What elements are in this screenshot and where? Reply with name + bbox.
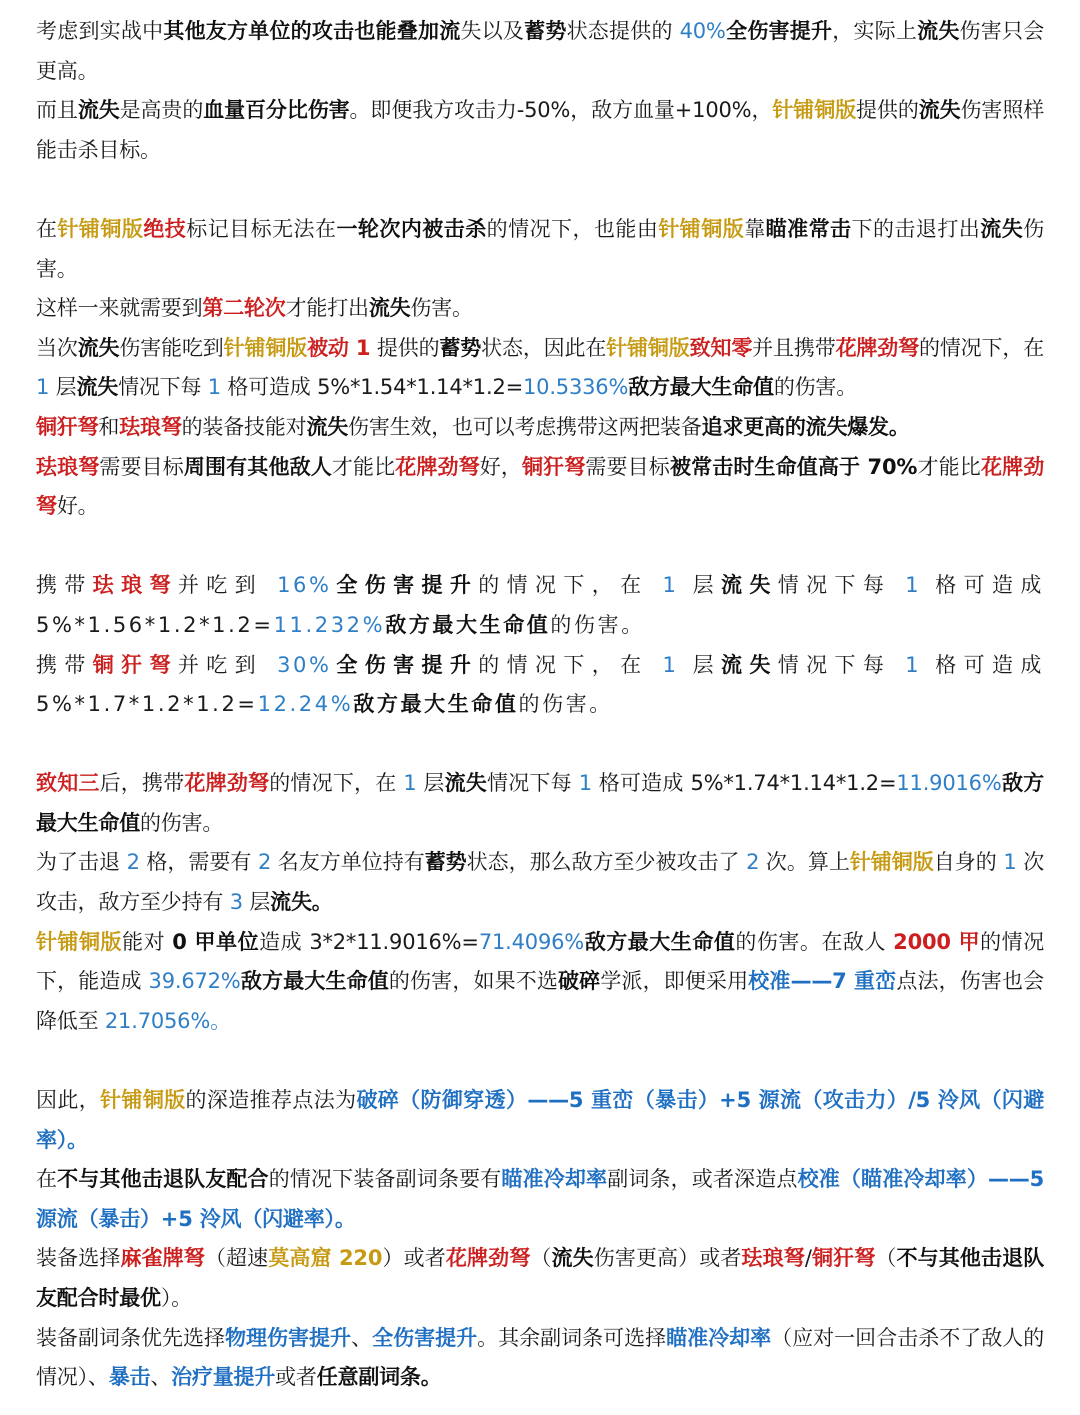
text-run: 的情况下，也能由 [486,216,659,241]
text-run: 伤害。 [36,216,1044,281]
highlight-text: 蓄势 [439,335,482,360]
paragraph [36,210,1044,289]
highlight-text: 流失 [918,98,961,123]
highlight-text: 铜犴弩 [811,1246,876,1271]
highlight-text: 物理伤害提升 [225,1325,352,1350]
text-run: / [804,1246,812,1271]
highlight-text: 铜犴弩 [36,414,99,439]
highlight-text: 1 [36,375,50,400]
text-run: 是高贵的 [119,98,204,123]
highlight-text: 1 [403,771,417,796]
highlight-text: 流失 [368,296,411,321]
text-run: 考虑到实战中 [36,19,164,43]
paragraph [36,1319,1044,1398]
text-run: 标记目标无法在 [186,216,337,241]
text-run: 并吃到 [177,573,278,598]
text-run: 、 [150,1365,172,1390]
highlight-text: 11.9016% [896,771,1002,796]
highlight-text: 全伤害提升 [725,19,833,43]
highlight-text: 全伤害提升 [372,1325,478,1350]
text-run: 层 [49,375,77,400]
highlight-text: 针铺铜版 [100,1088,186,1113]
highlight-text: 1 [905,652,922,677]
highlight-text: 1 [905,573,922,598]
highlight-text: 针铺铜版 [223,335,308,360]
text-run: 的情况下，在 [478,573,663,598]
highlight-text: 敌方最大生命值 [385,612,551,637]
text-run: 伤害。 [410,296,473,321]
highlight-text: 流失 [306,414,349,439]
text-run: 失以及 [460,19,525,43]
highlight-text: 敌方最大生命值 [628,375,774,400]
text-run: 或者 [275,1365,317,1390]
highlight-text: 瞄准常击 [765,216,852,241]
text-run: 的伤害。在敌人 [735,929,894,954]
text-run: 的伤害。 [550,612,645,637]
text-run: 在 [36,216,58,241]
text-run: 的情况下，在 [478,652,663,677]
text-run: 伤害只会更高。 [36,19,1045,83]
text-run: 当次 [36,335,78,360]
highlight-text: 铜犴弩 [92,652,178,677]
text-run: 能对 [122,929,173,954]
highlight-text: 2 [257,850,272,875]
paragraph-spacer [36,170,1044,210]
text-run: 的情况下，能造成 [36,929,1045,994]
highlight-text: 敌方最大生命值 [584,929,736,954]
highlight-text: 蓄势 [424,850,467,875]
text-run: 。即便我方攻击力-50%，敌方血量+100%， [349,98,773,123]
text-run: 的伤害。 [140,810,224,835]
highlight-text: 花牌劲弩 [184,771,270,796]
highlight-text: 流失 [551,1246,594,1271]
highlight-text: 流失 [720,573,778,598]
text-run: 造成 3*2*11.9016%= [259,929,479,954]
text-run: 好。 [56,494,99,519]
text-run: 次。算上 [759,850,850,875]
text-run: 的深造推荐点法为 [185,1088,357,1113]
highlight-text: 0 甲单位 [172,929,260,954]
highlight-text: 针铺铜版 [772,98,857,123]
text-run: 因此， [36,1088,101,1113]
paragraph [36,12,1044,91]
text-run: 需要目标 [585,454,670,479]
highlight-text: 16% [277,573,332,598]
text-run: 名友方单位持有 [271,850,425,875]
text-run: 装备副词条优先选择 [36,1325,226,1350]
highlight-text: 1 [662,652,679,677]
text-run: 层 [242,890,271,915]
highlight-text: 任意副词条。 [316,1365,442,1390]
highlight-text: 被动 1 [307,335,371,360]
text-run: 在 [36,1167,58,1192]
text-run: 携带 [36,573,93,598]
highlight-text: 周围有其他敌人 [183,454,332,479]
text-run: 伤害能吃到 [119,335,224,360]
highlight-text: 针铺铜版 [849,850,934,875]
text-run: 伤害更高）或者 [593,1246,742,1271]
text-run: 的伤害，如果不选 [388,969,559,994]
paragraph [36,91,1044,170]
paragraph [36,923,1044,1042]
text-run: 携带 [36,652,93,677]
highlight-text: 其他友方单位的攻击也能叠加流 [163,19,461,43]
highlight-text: 流失 [444,771,487,796]
text-run: 才能比 [331,454,396,479]
highlight-text: 致知三 [36,771,100,796]
paragraph [36,1081,1044,1160]
highlight-text: 追求更高的流失爆发。 [701,414,910,439]
paragraph [36,764,1044,843]
text-run: 学派，即便采用 [600,969,749,994]
text-run: 的装备技能对 [181,414,307,439]
highlight-text: 一轮次内被击杀 [336,216,487,241]
paragraph [36,408,1044,448]
highlight-text: 花牌劲弩 [395,454,480,479]
text-run: （ [875,1246,897,1271]
text-run: ）或者 [382,1246,446,1271]
highlight-text: 流失 [720,652,778,677]
text-run: 为了击退 [36,850,127,875]
highlight-text: 敌方最大生命值 [353,692,519,717]
text-run: 情况下每 [118,375,208,400]
highlight-text: 珐琅弩 [119,414,182,439]
highlight-text: 珐琅弩 [36,454,100,479]
paragraph-spacer [36,527,1044,567]
text-run: 这样一来就需要到 [36,296,203,321]
highlight-text: 敌方最大生命值 [36,771,1044,835]
text-run: 并且携带 [752,335,836,360]
text-run: 后，携带 [99,771,185,796]
highlight-text: 针铺铜版 [606,335,690,360]
highlight-text: 39.672% [148,969,241,994]
text-run: 格可造成 5%*1.54*1.14*1.2= [220,375,523,400]
highlight-text: 瞄准冷却率 [666,1325,772,1350]
text-run: 提供的 [370,335,440,360]
highlight-text: 治疗量提升 [171,1365,276,1390]
text-run: 和 [98,414,120,439]
highlight-text: 不与其他击退队友配合时最优 [36,1246,1045,1310]
highlight-text: 珐琅弩 [741,1246,805,1271]
highlight-text: 全伤害提升 [331,652,479,677]
highlight-text: 71.4096% [478,929,585,954]
text-run: （超速 [204,1246,269,1271]
text-run: 点法，伤害也会降低至 [36,969,1044,1033]
highlight-text: 花牌劲弩 [835,335,919,360]
text-run: ，实际上 [832,19,918,43]
highlight-text: 流失。 [270,890,333,915]
paragraph [36,448,1044,527]
paragraph [36,1160,1044,1239]
paragraph-spacer [36,725,1044,765]
text-run: 下的击退打出 [851,216,981,241]
highlight-text: 1 [578,771,592,796]
highlight-text: 破碎 [558,969,601,994]
highlight-text: 敌方最大生命值 [240,969,389,994]
highlight-text: 校准——7 重峦 [748,969,897,994]
highlight-text: 校准（瞄准冷却率）——5 源流（暴击）+5 泠风（闪避率）。 [36,1167,1044,1231]
text-run: 状态，因此在 [481,335,607,360]
highlight-text: 2 [126,850,140,875]
text-run: 格可造成 5%*1.74*1.14*1.2= [591,771,897,796]
text-run: 状态，那么敌方至少被攻击了 [466,850,747,875]
text-run: 格可造成 5%*1.7*1.2*1.2= [36,652,1045,717]
highlight-text: 流失 [917,19,960,43]
text-run: 层 [416,771,445,796]
highlight-text: 2 [746,850,760,875]
highlight-text: 暴击 [108,1365,151,1390]
text-run: 状态提供的 [566,19,680,43]
paragraph [36,843,1044,922]
text-run: 的情况下装备副词条要有 [268,1167,502,1192]
highlight-text: 不与其他击退队友配合 [57,1167,269,1192]
text-run: 副词条，或者深造点 [607,1167,798,1192]
text-run: 的情况下，在 [269,771,404,796]
text-run: 伤害照样能击杀目标。 [36,98,1045,162]
text-run: 并吃到 [177,652,278,677]
highlight-text: 花牌劲弩 [36,454,1044,519]
highlight-text: 流失 [980,216,1024,241]
highlight-text: 流失 [77,98,120,123]
highlight-text: 破碎（防御穿透）——5 重峦（暴击）+5 源流（攻击力）/5 泠风（闪避率）。 [36,1088,1044,1152]
paragraph-spacer [36,1041,1044,1081]
text-run: 格可造成 5%*1.56*1.2*1.2= [36,573,1045,637]
paragraph [36,1239,1044,1318]
highlight-text: 被常击时生命值高于 70% [669,454,918,479]
highlight-text: 绝技 [143,216,187,241]
highlight-text: 瞄准冷却率 [501,1167,608,1192]
highlight-text: 流失 [77,335,120,360]
highlight-text: 10.5336% [523,375,629,400]
text-run: 次攻击，敌方至少持有 [36,850,1045,915]
text-run: 自身的 [933,850,1004,875]
highlight-text: 1 [662,573,679,598]
text-run: 才能比 [917,454,981,479]
highlight-text: 第二轮次 [202,296,286,321]
text-run: 情况下每 [777,573,906,598]
text-run: 、 [351,1325,373,1350]
highlight-text: 莫高窟 220 [268,1246,383,1271]
text-run: 。其余副词条可选择 [477,1325,667,1350]
highlight-text: 致知零 [689,335,753,360]
text-run: 的伤害。 [773,375,858,400]
highlight-text: 1 [1003,850,1017,875]
text-run: 好， [479,454,523,479]
highlight-text: 血量百分比伤害 [203,98,350,123]
highlight-text: 21.7056%。 [104,1008,231,1033]
text-run: 才能打出 [285,296,369,321]
text-run: 情况下每 [777,652,906,677]
highlight-text: 珐琅弩 [92,573,178,598]
text-run: 需要目标 [99,454,184,479]
highlight-text: 40% [679,19,726,43]
text-run: 而且 [36,98,78,123]
paragraph [36,566,1044,645]
highlight-text: 针铺铜版 [57,216,144,241]
highlight-text: 铜犴弩 [522,454,586,479]
text-run: 提供的 [856,98,919,123]
text-run: 情况下每 [487,771,579,796]
highlight-text: 12.24% [257,692,354,717]
paragraph [36,646,1044,725]
text-run: （应对一回合击杀不了敌人的情况）、 [36,1325,1045,1390]
text-run: （ [530,1246,552,1271]
highlight-text: 针铺铜版 [658,216,745,241]
text-run: 的伤害。 [518,692,613,717]
text-run: 伤害生效，也可以考虑携带这两把装备 [348,414,702,439]
highlight-text: 针铺铜版 [36,929,123,954]
text-run: 层 [678,573,721,598]
text-run: 层 [678,652,721,677]
paragraph [36,289,1044,329]
highlight-text: 花牌劲弩 [445,1246,531,1271]
highlight-text: 1 [207,375,221,400]
highlight-text: 全伤害提升 [331,573,479,598]
highlight-text: 11.232% [273,612,386,637]
highlight-text: 麻雀牌弩 [120,1246,205,1271]
text-run: 格，需要有 [139,850,258,875]
highlight-text: 30% [277,652,332,677]
highlight-text: 流失 [76,375,119,400]
text-run: 的情况下，在 [918,335,1045,360]
highlight-text: 3 [229,890,243,915]
highlight-text: 蓄势 [524,19,567,43]
text-run: ）。 [160,1286,192,1310]
text-run: 装备选择 [36,1246,121,1271]
paragraph [36,329,1044,408]
text-run: 靠 [744,216,766,241]
highlight-text: 2000 甲 [893,929,981,954]
